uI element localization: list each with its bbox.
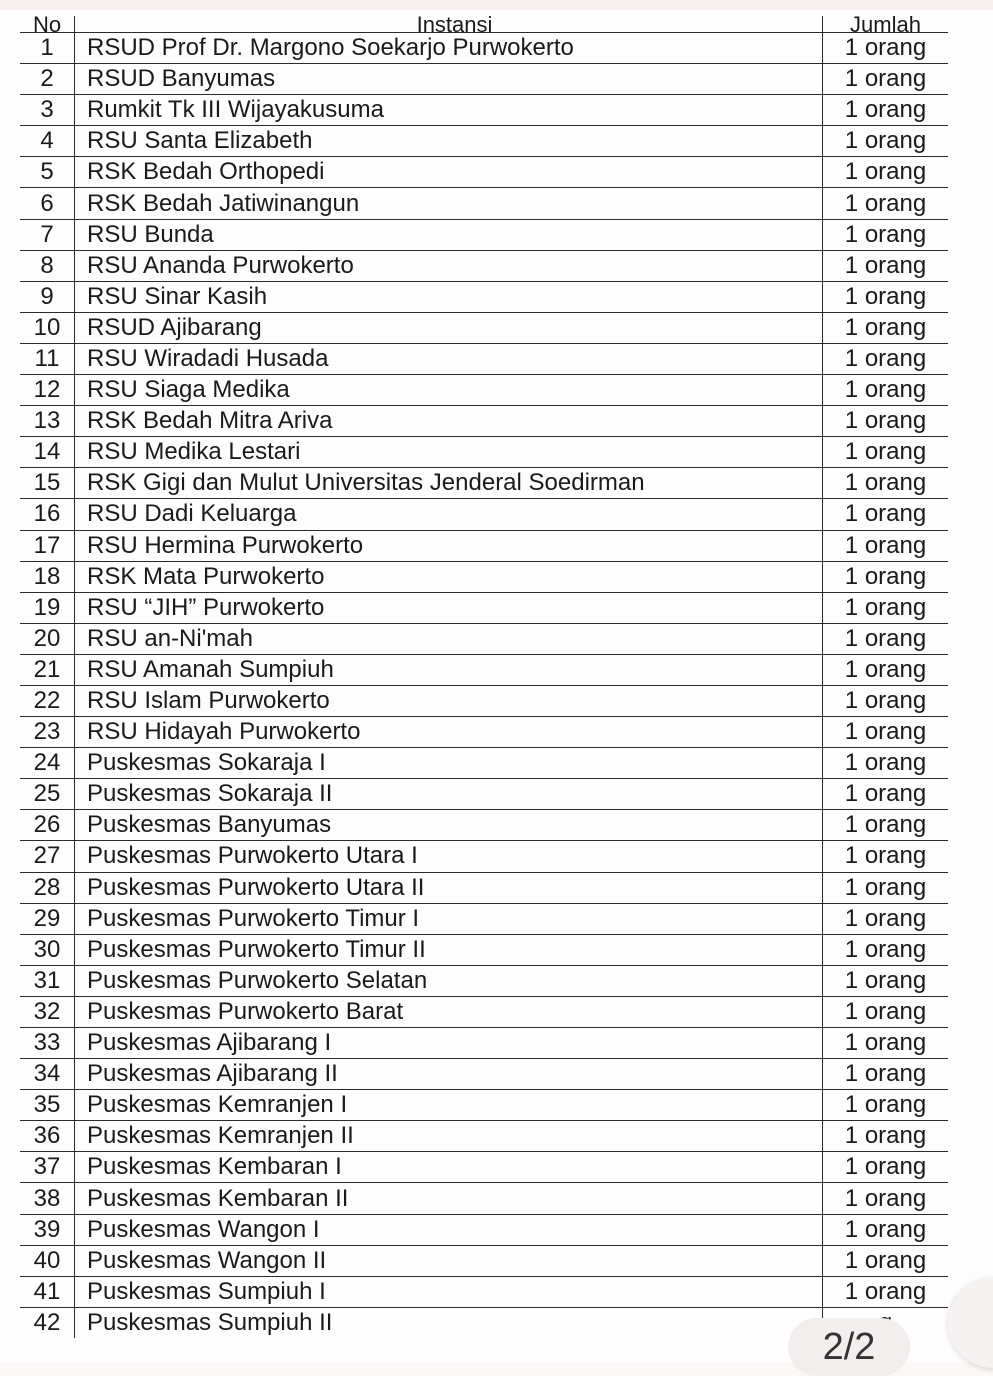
- row-number: 38: [20, 1183, 75, 1214]
- row-count: 1 orang: [823, 779, 949, 810]
- row-institution: RSU Sinar Kasih: [75, 281, 823, 312]
- row-count: 1 orang: [823, 965, 949, 996]
- table-row: [20, 219, 948, 250]
- row-count: 1 orang: [823, 810, 949, 841]
- row-count: 1 orang: [823, 872, 949, 903]
- table-row: [20, 561, 948, 592]
- row-count: 1 orang: [823, 157, 949, 188]
- table-row: [20, 33, 948, 64]
- row-count: 1 orang: [823, 126, 949, 157]
- row-institution: Puskesmas Purwokerto Barat: [75, 996, 823, 1027]
- row-institution: Puskesmas Ajibarang I: [75, 1028, 823, 1059]
- row-institution: RSU Amanah Sumpiuh: [75, 654, 823, 685]
- table-row: [20, 623, 948, 654]
- table-row: [20, 996, 948, 1027]
- row-institution: Puskesmas Sumpiuh II: [75, 1307, 823, 1338]
- row-number: 22: [20, 685, 75, 716]
- table-row: [20, 1028, 948, 1059]
- table-body: [20, 33, 948, 1338]
- row-number: 10: [20, 312, 75, 343]
- row-count: 1 orang: [823, 1090, 949, 1121]
- row-number: 31: [20, 965, 75, 996]
- row-number: 32: [20, 996, 75, 1027]
- row-number: 16: [20, 499, 75, 530]
- row-institution: Puskesmas Kemranjen II: [75, 1121, 823, 1152]
- row-count: 1 orang: [823, 468, 949, 499]
- row-count: 1 orang: [823, 64, 949, 95]
- table-row: [20, 281, 948, 312]
- row-institution: RSU “JIH” Purwokerto: [75, 592, 823, 623]
- table-row: [20, 1276, 948, 1307]
- table-row: [20, 717, 948, 748]
- table-row: [20, 530, 948, 561]
- table-row: [20, 250, 948, 281]
- table-row: [20, 499, 948, 530]
- row-institution: Puskesmas Wangon II: [75, 1245, 823, 1276]
- row-institution: RSK Bedah Jatiwinangun: [75, 188, 823, 219]
- row-count: 1 orang: [823, 903, 949, 934]
- row-number: 29: [20, 903, 75, 934]
- table-row: [20, 934, 948, 965]
- row-count: 1 orang: [823, 1121, 949, 1152]
- header-count: Jumlah: [823, 16, 949, 33]
- table-row: [20, 468, 948, 499]
- row-number: 27: [20, 841, 75, 872]
- row-number: 42: [20, 1307, 75, 1338]
- row-institution: RSUD Banyumas: [75, 64, 823, 95]
- row-count: 1 orang: [823, 33, 949, 64]
- row-number: 15: [20, 468, 75, 499]
- row-number: 13: [20, 406, 75, 437]
- row-number: 17: [20, 530, 75, 561]
- table-row: [20, 312, 948, 343]
- row-number: 2: [20, 64, 75, 95]
- row-institution: RSK Mata Purwokerto: [75, 561, 823, 592]
- row-count: 1 orang: [823, 685, 949, 716]
- row-institution: RSU an-Ni'mah: [75, 623, 823, 654]
- table-row: [20, 592, 948, 623]
- table-row: [20, 1152, 948, 1183]
- row-institution: RSK Bedah Mitra Ariva: [75, 406, 823, 437]
- row-institution: RSU Medika Lestari: [75, 437, 823, 468]
- row-count: 1 orang: [823, 996, 949, 1027]
- row-institution: Puskesmas Sokaraja II: [75, 779, 823, 810]
- table-row: [20, 343, 948, 374]
- row-institution: Rumkit Tk III Wijayakusuma: [75, 95, 823, 126]
- header-institution: Instansi: [75, 16, 823, 33]
- table-row: [20, 406, 948, 437]
- row-institution: RSU Bunda: [75, 219, 823, 250]
- row-count: 1 orang: [823, 312, 949, 343]
- row-number: 26: [20, 810, 75, 841]
- row-count: 1 orang: [823, 1214, 949, 1245]
- row-institution: RSU Ananda Purwokerto: [75, 250, 823, 281]
- table-row: [20, 1090, 948, 1121]
- row-number: 19: [20, 592, 75, 623]
- document-page: [0, 10, 993, 1362]
- row-number: 41: [20, 1276, 75, 1307]
- row-count: 1 orang: [823, 219, 949, 250]
- row-institution: Puskesmas Purwokerto Selatan: [75, 965, 823, 996]
- institution-table: [20, 16, 948, 1338]
- row-institution: RSUD Prof Dr. Margono Soekarjo Purwokerto: [75, 33, 823, 64]
- row-count: 1 orang: [823, 375, 949, 406]
- row-count: 1 orang: [823, 934, 949, 965]
- row-institution: Puskesmas Purwokerto Utara I: [75, 841, 823, 872]
- row-count: 1 orang: [823, 281, 949, 312]
- row-number: 24: [20, 748, 75, 779]
- row-number: 21: [20, 654, 75, 685]
- row-number: 9: [20, 281, 75, 312]
- row-number: 7: [20, 219, 75, 250]
- row-number: 34: [20, 1059, 75, 1090]
- row-count: 1 orang: [823, 1183, 949, 1214]
- row-count: 1 orang: [823, 623, 949, 654]
- page-indicator: 2/2: [788, 1318, 910, 1376]
- row-number: 23: [20, 717, 75, 748]
- row-institution: RSU Dadi Keluarga: [75, 499, 823, 530]
- row-count: 1 orang: [823, 1028, 949, 1059]
- row-number: 28: [20, 872, 75, 903]
- row-count: 1 orang: [823, 95, 949, 126]
- row-number: 37: [20, 1152, 75, 1183]
- viewer-top-strip: [0, 0, 993, 10]
- table-row: [20, 810, 948, 841]
- row-institution: Puskesmas Ajibarang II: [75, 1059, 823, 1090]
- row-count: 1 orang: [823, 561, 949, 592]
- row-institution: Puskesmas Purwokerto Timur I: [75, 903, 823, 934]
- row-count: 1 orang: [823, 437, 949, 468]
- row-number: 5: [20, 157, 75, 188]
- row-institution: RSU Santa Elizabeth: [75, 126, 823, 157]
- row-institution: RSK Bedah Orthopedi: [75, 157, 823, 188]
- row-number: 33: [20, 1028, 75, 1059]
- row-number: 3: [20, 95, 75, 126]
- row-institution: Puskesmas Sumpiuh I: [75, 1276, 823, 1307]
- header-no: No: [20, 16, 75, 33]
- row-count: 1 orang: [823, 654, 949, 685]
- row-count: 1 orang: [823, 188, 949, 219]
- row-count: 1 orang: [823, 1245, 949, 1276]
- row-count: 1 orang: [823, 250, 949, 281]
- row-count: 1 orang: [823, 530, 949, 561]
- row-number: 4: [20, 126, 75, 157]
- row-institution: RSUD Ajibarang: [75, 312, 823, 343]
- table-row: [20, 64, 948, 95]
- table-row: [20, 1121, 948, 1152]
- row-number: 35: [20, 1090, 75, 1121]
- row-institution: RSU Islam Purwokerto: [75, 685, 823, 716]
- row-number: 18: [20, 561, 75, 592]
- row-number: 36: [20, 1121, 75, 1152]
- row-institution: Puskesmas Purwokerto Utara II: [75, 872, 823, 903]
- table-row: [20, 157, 948, 188]
- table-row: [20, 1245, 948, 1276]
- row-institution: Puskesmas Kembaran II: [75, 1183, 823, 1214]
- row-number: 25: [20, 779, 75, 810]
- row-count: 1 orang: [823, 1152, 949, 1183]
- row-number: 1: [20, 33, 75, 64]
- row-count: 1 orang: [823, 592, 949, 623]
- row-number: 14: [20, 437, 75, 468]
- table-row: [20, 965, 948, 996]
- row-institution: RSU Siaga Medika: [75, 375, 823, 406]
- row-number: 12: [20, 375, 75, 406]
- row-institution: Puskesmas Sokaraja I: [75, 748, 823, 779]
- row-count: 1 orang: [823, 343, 949, 374]
- row-count: 1 orang: [823, 406, 949, 437]
- table-row: [20, 95, 948, 126]
- row-count: 1 orang: [823, 841, 949, 872]
- table-row: [20, 841, 948, 872]
- table-row: [20, 1059, 948, 1090]
- table-row: [20, 748, 948, 779]
- row-number: 11: [20, 343, 75, 374]
- row-institution: Puskesmas Wangon I: [75, 1214, 823, 1245]
- row-number: 39: [20, 1214, 75, 1245]
- table-row: [20, 654, 948, 685]
- table-row: [20, 375, 948, 406]
- row-count: 1 orang: [823, 1276, 949, 1307]
- row-number: 30: [20, 934, 75, 965]
- row-number: 6: [20, 188, 75, 219]
- table-row: [20, 1183, 948, 1214]
- row-number: 20: [20, 623, 75, 654]
- row-number: 8: [20, 250, 75, 281]
- table-row: [20, 685, 948, 716]
- table-row: [20, 1214, 948, 1245]
- row-institution: RSK Gigi dan Mulut Universitas Jenderal Soedirman: [75, 468, 823, 499]
- row-institution: Puskesmas Kembaran I: [75, 1152, 823, 1183]
- row-institution: RSU Wiradadi Husada: [75, 343, 823, 374]
- table-row: [20, 903, 948, 934]
- row-count: 1 orang: [823, 1059, 949, 1090]
- row-count: 1 orang: [823, 717, 949, 748]
- table-row: [20, 126, 948, 157]
- row-institution: RSU Hidayah Purwokerto: [75, 717, 823, 748]
- table-row: [20, 437, 948, 468]
- row-institution: Puskesmas Banyumas: [75, 810, 823, 841]
- table-header-row: [20, 16, 948, 33]
- row-number: 40: [20, 1245, 75, 1276]
- table-row: [20, 188, 948, 219]
- row-institution: RSU Hermina Purwokerto: [75, 530, 823, 561]
- row-institution: Puskesmas Kemranjen I: [75, 1090, 823, 1121]
- table-row: [20, 872, 948, 903]
- row-count: 1 orang: [823, 499, 949, 530]
- row-count: 1 orang: [823, 748, 949, 779]
- row-institution: Puskesmas Purwokerto Timur II: [75, 934, 823, 965]
- table-row: [20, 779, 948, 810]
